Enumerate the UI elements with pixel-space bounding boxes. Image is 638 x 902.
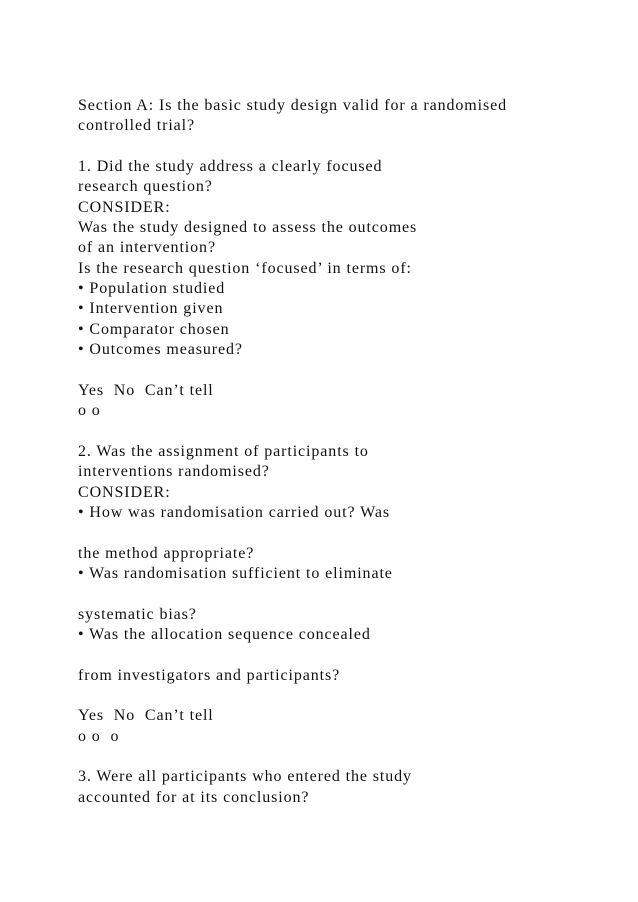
q1-text-line: of an intervention? (78, 239, 216, 257)
q2-answer-labels: Yes No Can’t tell (78, 707, 214, 725)
spacer (78, 137, 618, 157)
q1-answer-options: o o (78, 402, 101, 420)
q3-title: 3. Were all participants who entered the study (78, 768, 412, 786)
spacer (78, 523, 618, 543)
q2-title: 2. Was the assignment of participants to (78, 442, 369, 460)
q1-bullet-outcomes: • Outcomes measured? (78, 341, 243, 359)
document-body (78, 96, 618, 808)
q1-text-line: Is the research question ‘focused’ in terms of: (78, 259, 412, 277)
q2-bullet-randomisation-cont: the method appropriate? (78, 544, 255, 562)
q3-title-cont: accounted for at its conclusion? (78, 788, 310, 806)
q2-bullet-allocation: • Was the allocation sequence concealed (78, 625, 371, 643)
q2-answer-options: o o o (78, 727, 120, 745)
q2-bullet-randomisation: • How was randomisation carried out? Was (78, 503, 390, 521)
q1-consider-label: CONSIDER: (78, 198, 171, 216)
spacer (78, 686, 618, 706)
q1-title: 1. Did the study address a clearly focused (78, 158, 383, 176)
q2-bullet-bias-cont: systematic bias? (78, 605, 197, 623)
q1-title-cont: research question? (78, 178, 213, 196)
spacer (78, 584, 618, 604)
q2-consider-label: CONSIDER: (78, 483, 171, 501)
q2-bullet-bias: • Was randomisation sufficient to eliminate (78, 564, 393, 582)
q2-bullet-allocation-cont: from investigators and participants? (78, 666, 341, 684)
q1-bullet-comparator: • Comparator chosen (78, 320, 230, 338)
q1-bullet-intervention: • Intervention given (78, 300, 224, 318)
spacer (78, 360, 618, 380)
q1-bullet-population: • Population studied (78, 280, 226, 298)
section-a-heading-cont: controlled trial? (78, 117, 196, 135)
q1-text-line: Was the study designed to assess the outcomes (78, 219, 418, 237)
spacer (78, 747, 618, 767)
spacer (78, 645, 618, 665)
q2-title-cont: interventions randomised? (78, 463, 270, 481)
spacer (78, 422, 618, 442)
section-a-heading: Section A: Is the basic study design valid for a randomised (78, 97, 508, 114)
q1-answer-labels: Yes No Can’t tell (78, 381, 214, 399)
